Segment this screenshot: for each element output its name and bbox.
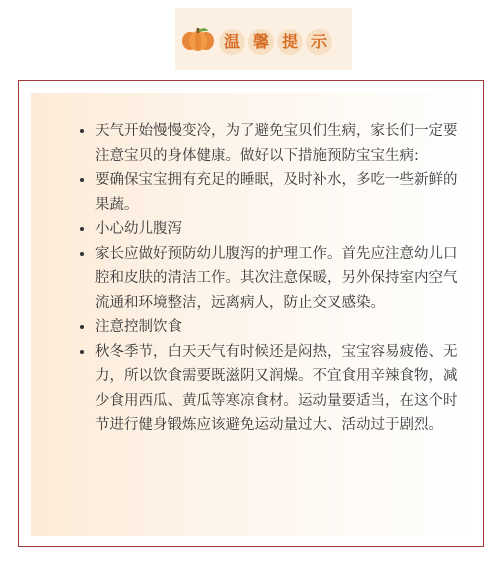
list-item: • 注意控制饮食 <box>95 315 459 340</box>
title-char: 提 <box>277 29 303 55</box>
list-item: • 要确保宝宝拥有充足的睡眠，及时补水，多吃一些新鲜的果蔬。 <box>95 168 459 217</box>
list-item: • 秋冬季节，白天天气有时候还是闷热，宝宝容易疲倦、无力，所以饮食需要既滋阴又润燥。不宜食用辛辣食物，减少食用西瓜、黄瓜等寒凉食材。运动量要适当，在这个时节进行健身锻炼应该避免运动量过大、活动过于剧烈。 <box>95 340 459 438</box>
tips-header <box>175 8 352 70</box>
tips-panel <box>31 93 473 536</box>
tips-list <box>31 93 473 438</box>
tips-frame <box>18 80 484 547</box>
title-char: 馨 <box>248 29 274 55</box>
list-item: • 小心幼儿腹泻 <box>95 217 459 242</box>
list-item: • 天气开始慢慢变冷，为了避免宝贝们生病，家长们一定要注意宝贝的身体健康。做好以下措施预防宝宝生病: <box>95 119 459 168</box>
pumpkin-icon <box>181 26 215 52</box>
title-char: 温 <box>219 29 245 55</box>
tips-title <box>219 29 332 55</box>
list-item: • 家长应做好预防幼儿腹泻的护理工作。首先应注意幼儿口腔和皮肤的清洁工作。其次注意保暖，另外保持室内空气流通和环境整洁，远离病人，防止交叉感染。 <box>95 242 459 316</box>
title-char: 示 <box>306 29 332 55</box>
